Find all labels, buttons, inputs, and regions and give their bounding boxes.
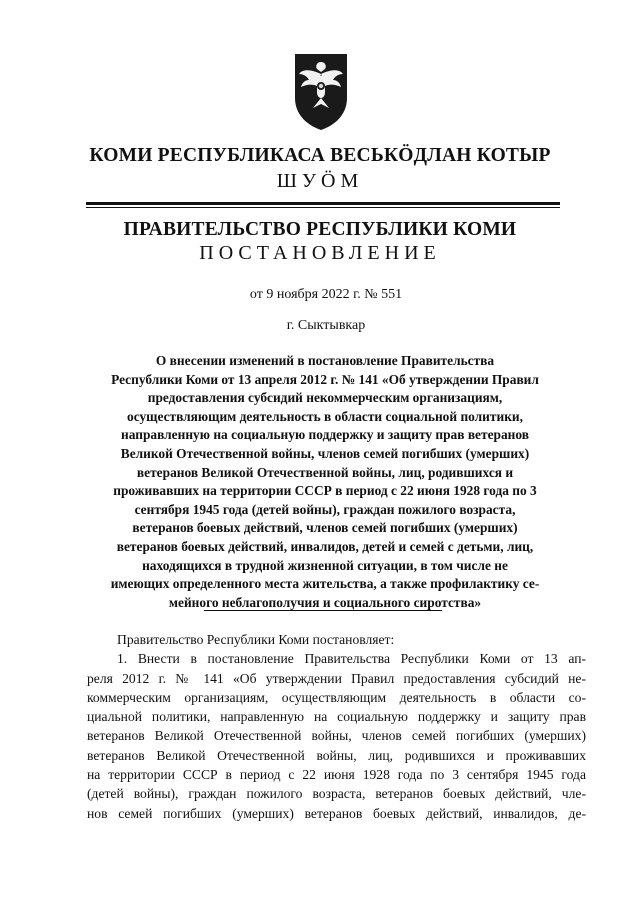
title-line: имеющих определенного места жительства, а также профилактику се- xyxy=(110,576,540,592)
title-line: ветеранов боевых действий, инвалидов, детей и семей с детьми, лиц, xyxy=(116,538,534,554)
body-line: на территории СССР в период с 22 июня 1928 года по 3 сентября 1945 года xyxy=(87,767,586,783)
title-line: сентября 1945 года (детей войны), граждан пожилого возраста, xyxy=(134,501,516,517)
title-line: предоставления субсидий некоммерческим организациям, xyxy=(147,390,503,406)
government-title: ПРАВИТЕЛЬСТВО РЕСПУБЛИКИ КОМИ xyxy=(123,219,517,240)
body-line: ветеранов Великой Отечественной войны, лиц, родившихся и проживавших xyxy=(87,747,586,763)
title-line: находящихся в трудной жизненной ситуации, в том числе не xyxy=(142,557,508,573)
body-preamble: Правительство Республики Коми постановляет: xyxy=(117,632,395,647)
title-line: проживавших на территории СССР в период с 22 июня 1928 года по 3 xyxy=(113,483,537,499)
title-divider xyxy=(204,610,442,611)
title-line: ветеранов боевых действий, членов семей погибших (умерших) xyxy=(132,520,518,536)
title-line: мейного неблагополучия и социального сиротства» xyxy=(168,594,482,610)
title-line: О внесении изменений в постановление Правительства xyxy=(155,353,495,368)
komi-government-title: КОМИ РЕСПУБЛИКАСА ВЕСЬКӦДЛАН КОТЫР xyxy=(89,145,551,166)
komi-coat-of-arms-icon xyxy=(291,52,351,132)
title-line: ветеранов Великой Отечественной войны, лиц, родившихся и xyxy=(136,464,514,480)
title-line: осуществляющим деятельность в области социальной политики, xyxy=(127,408,523,424)
body-line: реля 2012 г. № 141 «Об утверждении Правил предоставления субсидий не- xyxy=(87,670,586,686)
body-line: нов семей погибших (умерших) ветеранов боевых действий, инвалидов, де- xyxy=(87,805,586,821)
komi-document-type: ШУӦМ xyxy=(276,170,364,192)
header-divider-thick xyxy=(86,202,560,205)
body-line: коммерческим организациям, осуществляющим деятельность в области со- xyxy=(87,689,586,705)
title-line: Республики Коми от 13 апреля 2012 г. № 141 «Об утверждении Правил xyxy=(111,371,539,387)
header-divider-thin xyxy=(86,207,560,208)
title-line: Великой Отечественной войны, членов семей погибших (умерших) xyxy=(120,445,530,461)
document-body xyxy=(87,630,586,823)
document-city: г. Сыктывкар xyxy=(286,318,366,333)
document-date-number: от 9 ноября 2022 г. № 551 xyxy=(249,287,403,302)
document-title xyxy=(85,352,565,612)
body-line: ветеранов Великой Отечественной войны, членов семей погибших (умерших) xyxy=(87,728,586,744)
body-line: (детей войны), граждан пожилого возраста, ветеранов боевых действий, чле- xyxy=(87,786,586,802)
document-type: ПОСТАНОВЛЕНИЕ xyxy=(199,242,441,264)
title-line: направленную на социальную поддержку и защиту прав ветеранов xyxy=(121,427,529,443)
body-line: циальной политики, направленную на социальную поддержку и защиту прав xyxy=(87,709,586,725)
body-line: 1. Внести в постановление Правительства Республики Коми от 13 ап- xyxy=(117,651,586,667)
